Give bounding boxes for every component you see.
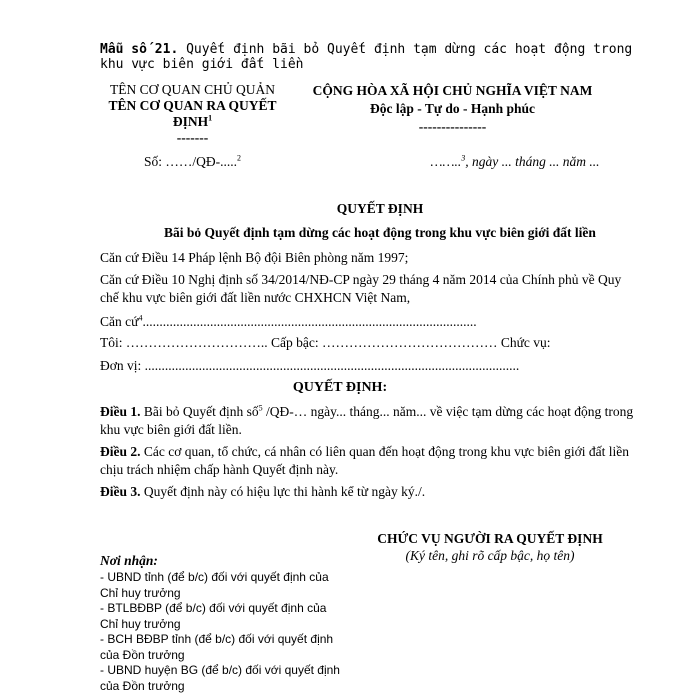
legal-basis-1: Căn cứ Điều 14 Pháp lệnh Bộ đội Biên phòng năm 1997; xyxy=(100,250,409,265)
legal-basis-3 xyxy=(100,313,580,331)
form-title-text: Quyết định bãi bỏ Quyết định tạm dừng các hoạt động trong khu vực biên giới đất liền xyxy=(100,42,633,72)
footnote-1: 1 xyxy=(208,113,213,123)
signer-line: Tôi: ………………………….. Cấp bậc: ………………………………… Chức vụ: xyxy=(100,335,551,350)
national-header xyxy=(300,82,605,136)
article-1-text-b: /QĐ-… ngày... tháng... năm... về việc tạm dừng các hoạt động trong khu vực biên giới đất liền. xyxy=(100,404,634,437)
article-2 xyxy=(100,443,635,479)
article-2-label: Điều 2. xyxy=(100,444,141,459)
article-3 xyxy=(100,483,640,501)
date-place: …….. xyxy=(430,154,462,169)
unit-line: Đơn vị: ............................................................................................................... xyxy=(100,358,520,373)
footnote-2: 2 xyxy=(237,153,241,163)
recipient-item: - UBND tỉnh (để b/c) đối với quyết định của Chỉ huy trưởng xyxy=(100,570,329,600)
article-1-text-a: Bãi bỏ Quyết định số xyxy=(140,404,259,419)
recipient-item: - UBND huyện BG (để b/c) đối với quyết định của Đồn trưởng xyxy=(100,663,340,693)
national-motto: Độc lập - Tự do - Hạnh phúc xyxy=(369,101,536,116)
document-subtitle: Bãi bỏ Quyết định tạm dừng các hoạt động trong khu vực biên giới đất liền xyxy=(164,225,596,240)
recipient-item: - BTLBĐBP (để b/c) đối với quyết định của Chỉ huy trưởng xyxy=(100,601,327,631)
document-number-text: Số: ……/QĐ-..... xyxy=(143,154,237,169)
footnote-3: 3 xyxy=(461,153,466,163)
form-title xyxy=(100,42,660,72)
document-date xyxy=(395,153,635,171)
national-divider: --------------- xyxy=(418,119,487,134)
legal-basis-2: Căn cứ Điều 10 Nghị định số 34/2014/NĐ-CP ngày 29 tháng 4 năm 2014 của Chính phủ về Quy chế khu vực biên giới đất liền nước CHXHCN Việt Nam, xyxy=(100,272,622,305)
article-2-text: Các cơ quan, tổ chức, cá nhân có liên quan đến hoạt động trong khu vực biên giới đất liền chịu trách nhiệm chấp hành Quyết định này. xyxy=(100,444,630,477)
recipients-list xyxy=(100,570,340,694)
decision-heading: QUYẾT ĐỊNH: xyxy=(292,380,388,395)
issuing-agency xyxy=(100,98,285,130)
article-1 xyxy=(100,403,635,439)
article-3-label: Điều 3. xyxy=(100,484,141,499)
date-text: , ngày ... tháng ... năm ... xyxy=(465,154,600,169)
agency-divider: ------- xyxy=(176,130,209,145)
issuing-agency-text: TÊN CƠ QUAN RA QUYẾT ĐỊNH xyxy=(108,98,277,129)
recipient-item: - BCH BĐBP tỉnh (để b/c) đối với quyết định của Đồn trưởng xyxy=(100,632,334,662)
form-number: Mẫu số 21. xyxy=(100,42,179,57)
legal-basis-3-dots: ................................................................................................... xyxy=(142,314,477,329)
legal-basis-3-text: Căn cứ xyxy=(100,314,139,329)
article-1-label: Điều 1. xyxy=(100,404,141,419)
signer-note: (Ký tên, ghi rõ cấp bậc, họ tên) xyxy=(405,548,575,563)
agency-header xyxy=(100,82,285,146)
national-title: CỘNG HÒA XÃ HỘI CHỦ NGHĨA VIỆT NAM xyxy=(312,83,593,98)
footnote-5: 5 xyxy=(258,403,263,413)
signer-title: CHỨC VỤ NGƯỜI RA QUYẾT ĐỊNH xyxy=(377,531,603,546)
article-3-text: Quyết định này có hiệu lực thi hành kể từ ngày ký./. xyxy=(140,484,426,499)
parent-agency: TÊN CƠ QUAN CHỦ QUẢN xyxy=(110,82,275,97)
document-title: QUYẾT ĐỊNH xyxy=(336,201,424,216)
document-number xyxy=(100,153,285,171)
recipients-heading: Nơi nhận: xyxy=(100,553,158,568)
footnote-4: 4 xyxy=(138,313,143,323)
